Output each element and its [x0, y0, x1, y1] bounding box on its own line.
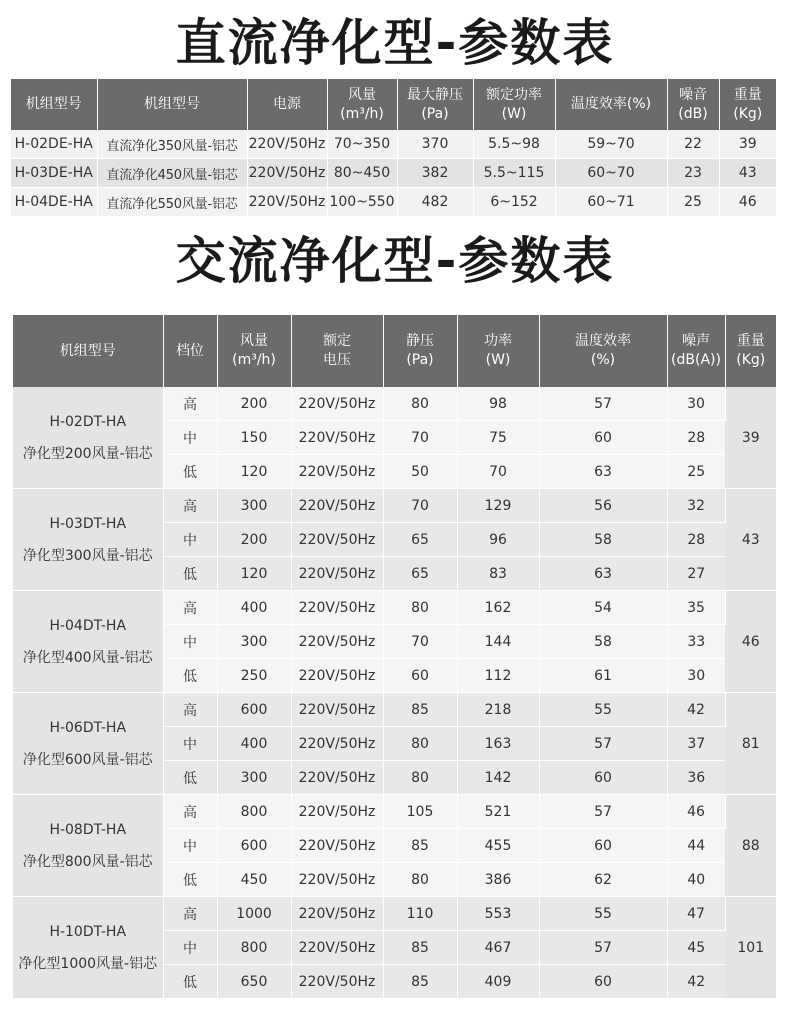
- table-cell: H-03DE-HA: [11, 159, 97, 188]
- table-row: [13, 693, 776, 727]
- table-cell: 60: [539, 421, 667, 455]
- model-cell: H-04DT-HA 净化型400风量-铝芯: [13, 591, 163, 693]
- table-cell: 25: [667, 455, 725, 489]
- table-cell: 55: [539, 897, 667, 931]
- table-cell: 63: [539, 455, 667, 489]
- ac-col-header: 重量 (Kg): [725, 315, 776, 387]
- model-cell: H-08DT-HA 净化型800风量-铝芯: [13, 795, 163, 897]
- table-cell: 5.5~115: [473, 159, 555, 188]
- table-cell: 70~350: [327, 130, 397, 159]
- table-cell: 650: [217, 965, 291, 999]
- weight-cell: 81: [725, 693, 776, 795]
- table-cell: 220V/50Hz: [291, 965, 383, 999]
- table-cell: 85: [383, 693, 457, 727]
- table-cell: 80: [383, 761, 457, 795]
- table-cell: 22: [667, 130, 719, 159]
- table-cell: 482: [397, 188, 473, 217]
- table-cell: 521: [457, 795, 539, 829]
- table-cell: 54: [539, 591, 667, 625]
- table-cell: 25: [667, 188, 719, 217]
- dc-col-header: 机组型号: [11, 79, 97, 130]
- table-row: [13, 591, 776, 625]
- table-cell: 27: [667, 557, 725, 591]
- dc-col-header: 重量 (Kg): [719, 79, 776, 130]
- table-cell: 58: [539, 625, 667, 659]
- table-row: [11, 130, 776, 159]
- table-cell: 220V/50Hz: [291, 387, 383, 421]
- table-cell: 200: [217, 523, 291, 557]
- table-cell: 60~70: [555, 159, 667, 188]
- table-cell: 455: [457, 829, 539, 863]
- table-cell: 中: [163, 727, 217, 761]
- table-cell: 80~450: [327, 159, 397, 188]
- table-cell: 220V/50Hz: [291, 659, 383, 693]
- table-cell: 80: [383, 591, 457, 625]
- table-cell: 220V/50Hz: [291, 693, 383, 727]
- table-cell: 220V/50Hz: [291, 761, 383, 795]
- table-cell: 28: [667, 523, 725, 557]
- table-cell: 中: [163, 829, 217, 863]
- table-cell: 39: [719, 130, 776, 159]
- table-cell: 80: [383, 387, 457, 421]
- ac-col-header: 噪声 (dB(A)): [667, 315, 725, 387]
- table-cell: 80: [383, 863, 457, 897]
- dc-col-header: 额定功率 (W): [473, 79, 555, 130]
- ac-col-header: 档位: [163, 315, 217, 387]
- table-cell: 中: [163, 523, 217, 557]
- ac-header-row: [13, 315, 776, 387]
- table-cell: 220V/50Hz: [291, 591, 383, 625]
- table-cell: 220V/50Hz: [291, 795, 383, 829]
- table-cell: 45: [667, 931, 725, 965]
- table-row: [11, 159, 776, 188]
- table-cell: 96: [457, 523, 539, 557]
- table-cell: 36: [667, 761, 725, 795]
- table-cell: 43: [719, 159, 776, 188]
- table-cell: 高: [163, 795, 217, 829]
- table-cell: 46: [719, 188, 776, 217]
- table-cell: 低: [163, 761, 217, 795]
- table-cell: 300: [217, 489, 291, 523]
- table-cell: 100~550: [327, 188, 397, 217]
- ac-col-header: 机组型号: [13, 315, 163, 387]
- table-cell: 467: [457, 931, 539, 965]
- table-cell: H-02DE-HA: [11, 130, 97, 159]
- table-cell: 70: [383, 625, 457, 659]
- table-cell: 450: [217, 863, 291, 897]
- table-cell: 220V/50Hz: [291, 829, 383, 863]
- table-cell: 142: [457, 761, 539, 795]
- table-cell: 30: [667, 659, 725, 693]
- table-cell: 57: [539, 795, 667, 829]
- table-cell: 42: [667, 965, 725, 999]
- table-row: [13, 489, 776, 523]
- table-cell: 129: [457, 489, 539, 523]
- table-cell: 中: [163, 931, 217, 965]
- table-cell: 高: [163, 591, 217, 625]
- weight-cell: 43: [725, 489, 776, 591]
- table-cell: 400: [217, 727, 291, 761]
- table-cell: 65: [383, 523, 457, 557]
- table-cell: 600: [217, 829, 291, 863]
- dc-header-row: [11, 79, 776, 130]
- table-cell: 220V/50Hz: [291, 897, 383, 931]
- table-cell: 85: [383, 829, 457, 863]
- table-cell: 220V/50Hz: [291, 557, 383, 591]
- table-cell: 61: [539, 659, 667, 693]
- table-cell: 低: [163, 659, 217, 693]
- table-cell: 30: [667, 387, 725, 421]
- table-cell: 中: [163, 421, 217, 455]
- table-cell: 32: [667, 489, 725, 523]
- table-cell: 220V/50Hz: [291, 863, 383, 897]
- model-cell: H-03DT-HA 净化型300风量-铝芯: [13, 489, 163, 591]
- table-cell: 85: [383, 931, 457, 965]
- table-cell: 120: [217, 455, 291, 489]
- ac-col-header: 额定 电压: [291, 315, 383, 387]
- table-cell: 6~152: [473, 188, 555, 217]
- table-cell: 33: [667, 625, 725, 659]
- table-cell: 220V/50Hz: [291, 523, 383, 557]
- table-cell: 409: [457, 965, 539, 999]
- table-cell: 直流净化350风量-铝芯: [97, 130, 247, 159]
- weight-cell: 101: [725, 897, 776, 999]
- table-cell: 57: [539, 931, 667, 965]
- weight-cell: 88: [725, 795, 776, 897]
- table-cell: 163: [457, 727, 539, 761]
- table-row: [13, 897, 776, 931]
- table-cell: 370: [397, 130, 473, 159]
- dc-col-header: 噪音 (dB): [667, 79, 719, 130]
- ac-col-header: 风量 (m³/h): [217, 315, 291, 387]
- table-cell: 220V/50Hz: [247, 188, 327, 217]
- table-cell: 75: [457, 421, 539, 455]
- table-cell: 70: [383, 421, 457, 455]
- table-cell: 70: [383, 489, 457, 523]
- table-cell: 110: [383, 897, 457, 931]
- table-cell: 高: [163, 387, 217, 421]
- ac-table-title: 交流净化型-参数表: [175, 232, 615, 290]
- table-cell: 65: [383, 557, 457, 591]
- table-cell: 112: [457, 659, 539, 693]
- table-cell: 70: [457, 455, 539, 489]
- table-cell: 高: [163, 489, 217, 523]
- table-cell: 386: [457, 863, 539, 897]
- table-cell: 60: [539, 761, 667, 795]
- table-cell: 37: [667, 727, 725, 761]
- table-cell: 5.5~98: [473, 130, 555, 159]
- ac-spec-table: [13, 315, 776, 999]
- table-cell: 28: [667, 421, 725, 455]
- table-cell: 120: [217, 557, 291, 591]
- table-cell: 220V/50Hz: [291, 625, 383, 659]
- table-cell: 80: [383, 727, 457, 761]
- table-cell: 218: [457, 693, 539, 727]
- ac-col-header: 温度效率 (%): [539, 315, 667, 387]
- weight-cell: 46: [725, 591, 776, 693]
- dc-col-header: 风量 (m³/h): [327, 79, 397, 130]
- table-cell: 553: [457, 897, 539, 931]
- table-cell: 直流净化450风量-铝芯: [97, 159, 247, 188]
- table-cell: 220V/50Hz: [291, 421, 383, 455]
- table-cell: 低: [163, 455, 217, 489]
- table-cell: 300: [217, 761, 291, 795]
- table-cell: 98: [457, 387, 539, 421]
- table-cell: 144: [457, 625, 539, 659]
- table-cell: 400: [217, 591, 291, 625]
- model-cell: H-10DT-HA 净化型1000风量-铝芯: [13, 897, 163, 999]
- table-cell: 46: [667, 795, 725, 829]
- table-cell: 58: [539, 523, 667, 557]
- table-cell: 低: [163, 557, 217, 591]
- table-cell: 83: [457, 557, 539, 591]
- table-cell: 220V/50Hz: [291, 931, 383, 965]
- table-cell: 800: [217, 795, 291, 829]
- table-cell: 低: [163, 965, 217, 999]
- dc-col-header: 电源: [247, 79, 327, 130]
- table-cell: 1000: [217, 897, 291, 931]
- table-row: [13, 387, 776, 421]
- table-cell: 35: [667, 591, 725, 625]
- table-cell: 59~70: [555, 130, 667, 159]
- table-cell: 600: [217, 693, 291, 727]
- table-cell: 220V/50Hz: [291, 727, 383, 761]
- table-cell: 50: [383, 455, 457, 489]
- table-cell: 高: [163, 693, 217, 727]
- table-cell: 220V/50Hz: [247, 130, 327, 159]
- table-cell: 60: [383, 659, 457, 693]
- model-cell: H-06DT-HA 净化型600风量-铝芯: [13, 693, 163, 795]
- table-cell: H-04DE-HA: [11, 188, 97, 217]
- dc-col-header: 机组型号: [97, 79, 247, 130]
- table-cell: 62: [539, 863, 667, 897]
- dc-col-header: 温度效率(%): [555, 79, 667, 130]
- table-cell: 57: [539, 387, 667, 421]
- table-cell: 150: [217, 421, 291, 455]
- table-cell: 85: [383, 965, 457, 999]
- dc-col-header: 最大静压 (Pa): [397, 79, 473, 130]
- table-cell: 220V/50Hz: [247, 159, 327, 188]
- table-cell: 47: [667, 897, 725, 931]
- table-cell: 高: [163, 897, 217, 931]
- table-cell: 56: [539, 489, 667, 523]
- table-cell: 40: [667, 863, 725, 897]
- table-cell: 42: [667, 693, 725, 727]
- table-cell: 44: [667, 829, 725, 863]
- ac-col-header: 静压 (Pa): [383, 315, 457, 387]
- table-cell: 220V/50Hz: [291, 455, 383, 489]
- table-cell: 105: [383, 795, 457, 829]
- dc-spec-table: [11, 79, 776, 217]
- ac-col-header: 功率 (W): [457, 315, 539, 387]
- table-cell: 220V/50Hz: [291, 489, 383, 523]
- weight-cell: 39: [725, 387, 776, 489]
- table-cell: 23: [667, 159, 719, 188]
- table-cell: 60~71: [555, 188, 667, 217]
- table-cell: 800: [217, 931, 291, 965]
- table-cell: 低: [163, 863, 217, 897]
- table-cell: 中: [163, 625, 217, 659]
- table-cell: 60: [539, 965, 667, 999]
- table-row: [13, 795, 776, 829]
- table-cell: 162: [457, 591, 539, 625]
- table-cell: 57: [539, 727, 667, 761]
- table-cell: 300: [217, 625, 291, 659]
- table-cell: 55: [539, 693, 667, 727]
- table-cell: 200: [217, 387, 291, 421]
- model-cell: H-02DT-HA 净化型200风量-铝芯: [13, 387, 163, 489]
- table-cell: 直流净化550风量-铝芯: [97, 188, 247, 217]
- table-cell: 250: [217, 659, 291, 693]
- table-cell: 63: [539, 557, 667, 591]
- table-row: [11, 188, 776, 217]
- table-cell: 382: [397, 159, 473, 188]
- dc-table-title: 直流净化型-参数表: [175, 14, 615, 72]
- table-cell: 60: [539, 829, 667, 863]
